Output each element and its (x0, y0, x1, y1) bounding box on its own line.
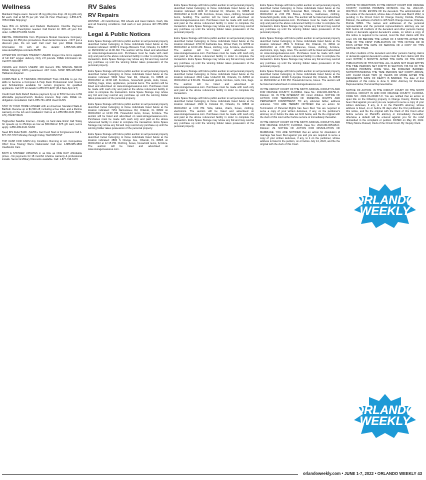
classified-ad: Extra Space Storage will hold a public auction to sell personal property described below belonging to those individuals listed below at the location indicated: 5490 Silver Star Rd, Orlando, FL 32808 on 06/21/2022 at 10:30 AM. Furniture, household goods, tools, boxes, clothing, bags, totes, appliances, personal items. The auction will be listed and advertised on www.storagetreasures.com. Purchases must be made with cash only and paid at the above referenced facility in order to complete the transaction. Extra Space Storage may refuse any bid and may rescind any purchase up until the winning bidder takes possession of the personal property. (88, 69, 168, 101)
classified-ad: NOTICE TO CREDITORS: IN THE CIRCUIT COURT FOR ORANGE COUNTY, FLORIDA PROBATE DIVISION. File No. 2022-CP-001736-O. IN RE: ESTATE OF the decedent. The administration of the estate of the decedent, whose date of death was March 2022, is pending in the Circuit Court for Orange County, Florida, Probate Division, the address of which is 425 North Orange Avenue, Orlando, Florida 32801. The names and addresses of the personal representative and the personal representative's attorney are set forth below. All creditors of the decedent and other persons having claims or demands against decedent's estate, on whom a copy of this notice is required to be served, must file their claims with this court ON OR BEFORE THE LATER OF 3 MONTHS AFTER THE TIME OF THE FIRST PUBLICATION OF THIS NOTICE OR 30 DAYS AFTER THE DATE OF SERVICE OF A COPY OF THIS NOTICE ON THEM. (346, 4, 424, 50)
classified-ad: IN THE CIRCUIT COURT OF THE NINTH JUDICIAL CIRCUIT IN AND FOR ORANGE COUNTY, FLORIDA. Case No.: 2022-DR-004791-O. Division: 34. IN THE INTEREST OF: minor children. NOTICE OF ACTION FOR TERMINATION OF PARENTAL RIGHTS AND PERMANENT COMMITMENT. TO: any unknown father, address unknown. YOU ARE HEREBY NOTIFIED that an action for Termination of Parental Rights has been filed. You are required to serve a copy of your written defenses, if any, on the petitioner's attorney on or before the date set forth below, and file the original with the clerk of this court either before service or immediately thereafter. (260, 88, 340, 119)
classified-ad: HughesNet Satellite Internet - Finally, no hard data limits! Call Today for speeds up to 25mbps as low as $59.99/mo! $75 gift card, terms apply. 1-866-499-0141 SCAN (2, 119, 82, 129)
classified-ad: VIAGRA and CIALIS USERS! 100 Generic Pills SPECIAL $99.00 FREE Shipping! 100% guaranteed. 24/7 CALL NOW! 888-445-5928 Hablamos Espanol (2, 66, 82, 76)
classified-ad: Extra Space Storage will hold a public auction to sell personal property described below belonging to those individuals listed below at the location indicated: 3501 S Kirkman Rd, Orlando, FL 32811 on 06/21/2022 at 2:30 PM. Appliances, boxes, clothing, furniture, electronics, toys, bags, totes. The auction will be listed and advertised on www.storagetreasures.com. Purchases must be made with cash only and paid at the above referenced facility in order to complete the transaction. Extra Space Storage may refuse any bid and may rescind any purchase up until the winning bidder takes possession of the personal property. (260, 37, 340, 68)
logo-text-weekly: WEEKLY (359, 414, 411, 428)
classified-ad: Credit Card Debt Relief! Reduce payment by up to 50%! Get one LOW affordable payment/month. Reduce interest. Stop calls. FREE no-obligation consultation Call 1-855-761-1456 Used GUNS (2, 92, 82, 102)
section-heading: RV Repairs (88, 12, 119, 19)
classified-ad: Extra Space Storage will hold a public auction to sell personal property described below belonging to those individuals listed below at the location indicated: 12300 S Orange Blossom Trail, Orlando, FL 32837 on 06/21/2022 at 11:00 AM. The auction will be listed and advertised on www.storagetreasures.com. Purchases must be made with cash only and paid at the above referenced facility in order to complete the transaction. Extra Space Storage may refuse any bid and may rescind any purchase up until the winning bidder takes possession of the personal property. (88, 39, 168, 68)
column-5 (346, 4, 424, 128)
classified-ad: Extra Space Storage will hold a public auction to sell personal property described below belonging to those individuals listed below at the location indicated: 9100 Universal Blvd, Orlando, FL 32819 on 06/21/2022 at 2:00 PM. Boxes, furniture, mattresses, clothing, household goods, tools, totes. The auction will be listed and advertised on www.storagetreasures.com. Purchases must be made with cash only and paid at the above referenced facility in order to complete the transaction. Extra Space Storage may refuse any bid and may rescind any purchase up until the winning bidder takes possession of the personal property. (260, 4, 340, 35)
section-heading: RV Sales (88, 4, 117, 11)
classified-ad: IN THE CIRCUIT COURT OF THE NINTH JUDICIAL CIRCUIT IN AND FOR ORANGE COUNTY, FLORIDA. Case No.: 2022-DR-005118-O. Division: 29. NOTICE OF ACTION FOR DISSOLUTION OF MARRIAGE. YOU ARE NOTIFIED that an action for dissolution of marriage has been filed against you and you are required to serve a copy of your written defenses, if any, to it on the petitioner, whose address is listed in the petition, on or before July 14, 2022, and file the original with the clerk of this Court. (260, 121, 340, 146)
section-heading: Wellness (2, 4, 31, 11)
column-1 (2, 4, 82, 164)
classified-ad: All other creditors of the decedent and other persons having claims or demands against decedent's estate must file their claims with this court WITHIN 3 MONTHS AFTER THE DATE OF THE FIRST PUBLICATION OF THIS NOTICE. ALL CLAIMS NOT FILED WITHIN THE TIME PERIODS SET FORTH IN SECTION 733.702 OF THE FLORIDA PROBATE CODE WILL BE FOREVER BARRED. NOTWITHSTANDING THE TIME PERIODS SET FORTH ABOVE, ANY CLAIM FILED TWO (2) YEARS OR MORE AFTER THE DECEDENT'S DATE OF DEATH IS BARRED. The date of first publication of this notice is June 9, 2022. Attorney for Personal Representative; Personal Representative. (346, 52, 424, 86)
classified-ad: WANTED - All motorhomes, fifth wheels and travel trailers. Cash, title and all financing conditions. Call cash or text pictures 407-785-3450 Mike (88, 20, 168, 30)
classified-ad: Extra Space Storage will hold a public auction to sell personal property described below belonging to those individuals listed below at the location indicated: 2800 S Orange Ave, Orlando, FL 32806 on 06/21/2022 at 12:15 PM. Clothing, boxes, household items, furniture. The auction will be listed and advertised on www.storagetreasures.com. (88, 133, 168, 152)
footer-site-text: orlandoweekly.com • JUNE 1-7, 2022 • ORLANDO WEEKLY 43 (302, 471, 422, 476)
classified-ad: TOP CASH FOR CARS! Any Condition. Running or not. Competitive Offer! Free Towing! We're Nationwide! Call now: 1-888-985-1806 Use/Exotic Cars (2, 140, 82, 150)
classified-ad: ATTENTION OXYGEN THERAPY USERS! Inogen One G4 is capable of full 24/7 oxygen delivery. Only 2.8 pounds. FREE information kit. Call 877-929-9587 (2, 54, 82, 64)
logo-text-orlando: ORLANDO (354, 403, 416, 417)
logo-text-orlando: ORLANDO (354, 193, 416, 207)
classified-ad: COMPUTER & IT TRAINING PROGRAM! Train ONLINE to get the skills to become a Computer & Help Desk Professional now! Grants and Scholarships available for certain programs for qualified applicants. Call CTI for details! 1-855-576-9237 (M-F 8am-6pm ET) (2, 77, 82, 91)
classified-ad: DENTAL INSURANCE from Physicians Mutual Insurance Company. Coverage for 350 plus procedures. Real dental insurance - NOT just a discount plan. Do not wait! Call now! Get your FREE Dental Information Kit with all the details! 1-855-526-1060 www.dental50plus.com/ads #6258 (2, 36, 82, 52)
classified-ad: Extra Space Storage will hold a public auction to sell personal property described below belonging to those individuals listed below at the location indicated: 2301 Lake Underhill Rd, Orlando, FL 32803 on 06/21/2022 at 9:30 AM. Household goods, furniture, tools, bins, bags. The auction will be listed and advertised on www.storagetreasures.com. Purchases must be made with cash only and paid at the above referenced facility in order to complete the transaction. (174, 70, 254, 95)
classified-ad: Extra Space Storage will hold a public auction to sell personal property described below belonging to those individuals listed below at the location indicated: 1700 W Fairbanks Ave, Winter Park, FL 32789 on 06/21/2022 at 10:00 AM. Boxes, clothing, toys, furniture, electronics. The auction will be listed and advertised on www.storagetreasures.com. Purchases must be made with cash only and paid at the above referenced facility in order to complete the transaction. Extra Space Storage may refuse any bid and may rescind any purchase up until the winning bidder takes possession of the personal property. (174, 37, 254, 68)
classified-ad: Save BIG on Arthritis and Diabetic Medication. Flexible Payment Options. No Prescription needed. Call Doctor for 30% off your first order. 1-888-675-0054 SCAN (2, 24, 82, 34)
classified-ad: Mainland Viagra users: Generic 18 mg pills price drop. 20 mg pills only $2 each. Call at $3.75 per pill. Visit 24 Hour Pharmacy: 1-855-475-7854 FREE Shipping! (2, 12, 82, 22)
classified-ad: NOTICE OF ACTION. IN THE CIRCUIT COURT OF THE NINTH JUDICIAL CIRCUIT IN AND FOR ORANGE COUNTY, FLORIDA. CASE NO.: 2022-CA-004417-O. You are notified that an action to quiet title on the following property in Orange County, Florida has been filed against you and you are required to serve a copy of your written defenses, if any, to it on the Plaintiff's attorney, whose address is listed, on or before 30 days after the first publication of this notice, and file the original with the Clerk of this Court either before service on Plaintiff's attorney or immediately thereafter; otherwise a default will be entered against you for the relief demanded in the complaint or petition. DATED on May 26, 2022. Tiffany Moore Russell, Clerk of the Circuit Court. By: Deputy Clerk. (346, 88, 424, 126)
column-3 (174, 4, 254, 131)
classified-ad: Extra Space Storage will hold a public auction to sell personal property described below belonging to those individuals listed below at the location indicated: 11920 S Apopka Vineland Rd, Orlando, FL 32836 on 06/21/2022 at 3:00 PM. Household items, boxes. The auction will be listed and advertised on www.storagetreasures.com. (260, 70, 340, 86)
classified-ad: STAY IN YOUR HOME LONGER with an American Standard Walk-In Bathtub. Receive up to $1,500 off, including a free toilet, and a lifetime warranty on the tub and installation! Call us at 1-855-580-2431 (BCF-A71) HANDYMAN (2, 104, 82, 117)
column-2 (88, 4, 168, 154)
page-footer (0, 470, 426, 480)
section-heading: Legal & Public Notices (88, 32, 151, 39)
logo-text-weekly: WEEKLY (359, 204, 411, 218)
classified-ad: Extra Space Storage will hold a public auction to sell personal property described below belonging to those individuals listed below at the location indicated: 4400 W Colonial Dr, Orlando, FL 32808 on 06/21/2022 at 11:30 AM. Furniture, boxes, totes, clothing, household items, bedding. The auction will be listed and advertised on www.storagetreasures.com. Purchases must be made with cash only and paid at the above referenced facility in order to complete the transaction. Extra Space Storage may refuse any bid and may rescind any purchase up until the winning bidder takes possession of the personal property. (174, 4, 254, 35)
classified-ad: Extra Space Storage will hold a public auction to sell personal property described below belonging to those individuals listed below at the location indicated: 7151 Narcoossee Rd, Orlando, FL 32822 on 06/21/2022 at 12:00 PM. Household items, boxes, furniture. The auction will be listed and advertised on www.storagetreasures.com. Purchases must be made with cash only and paid at the above referenced facility in order to complete the transaction. Extra Space Storage may refuse any bid and may rescind any purchase up until the winning bidder takes possession of the personal property. (88, 102, 168, 131)
column-4 (260, 4, 340, 148)
orlando-weekly-logo (354, 184, 416, 228)
footer-rule (2, 474, 298, 475)
classified-ad: Extra Space Storage will hold a public auction to sell personal property described below belonging to those individuals listed below at the location indicated: 1600 E Colonial Dr, Orlando, FL 32803 on 06/21/2022 at 1:00 PM. Sofa, tables, chairs, boxes, clothing, electronics. The auction will be listed and advertised on www.storagetreasures.com. Purchases must be made with cash only and paid at the above referenced facility in order to complete the transaction. Extra Space Storage may refuse any bid and may rescind any purchase up until the winning bidder takes possession of the personal property. (174, 97, 254, 128)
classified-ad: BATH & SHOWER UPDATES in as little as ONE DAY! Affordable prices - No payments for 18 months! Lifetime warranty & professional installs. Senior & Military Discounts available. Call: 1-877-743-6170 (2, 151, 82, 162)
orlando-weekly-logo-bottom (354, 394, 416, 438)
classified-ad: Need IRS Relief $10K - $125K+ Get Fresh Start or Forgiveness Call 1-877-707-5707 Monday through Friday 7AM-5PM PST (2, 131, 82, 138)
